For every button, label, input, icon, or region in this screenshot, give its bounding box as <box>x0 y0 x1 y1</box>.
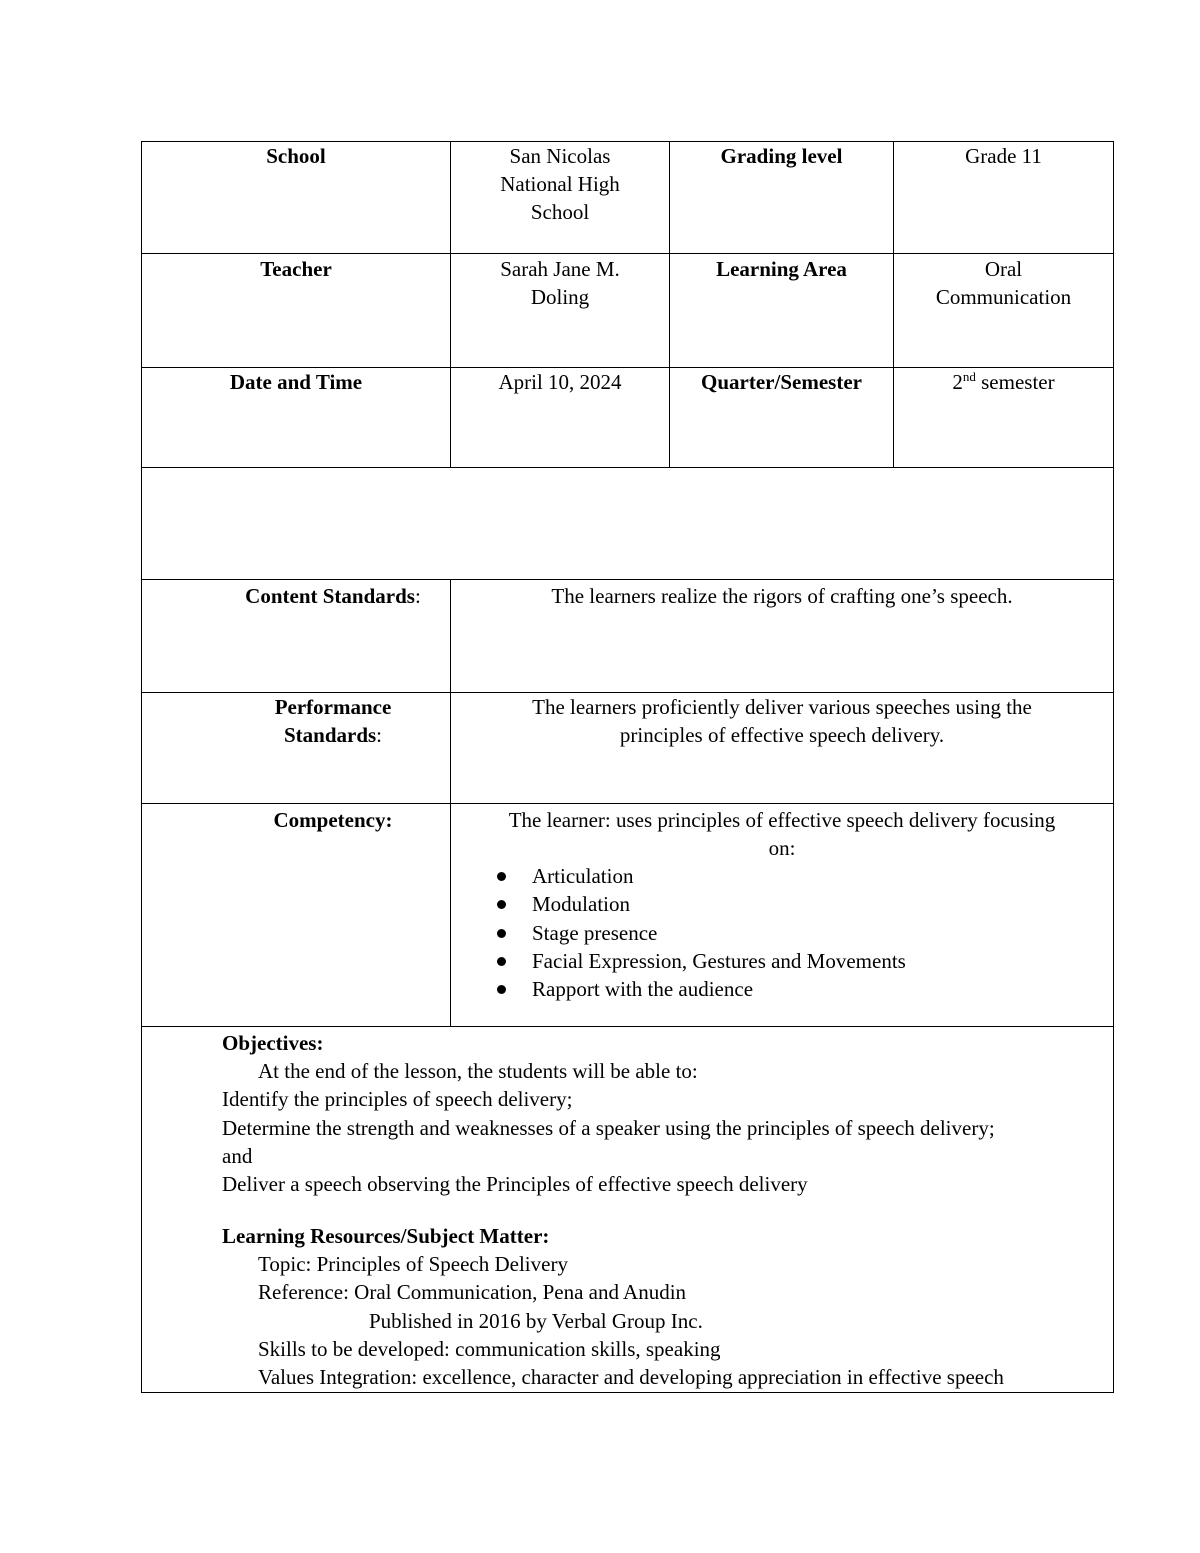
content-standards-label <box>228 582 438 610</box>
resources-section <box>222 1222 1004 1391</box>
resources-values: Values Integration: excellence, character and developing appreciation in effective speech <box>258 1364 1004 1389</box>
objectives-heading: Objectives: <box>222 1031 324 1055</box>
performance-standards-label-line <box>228 721 438 749</box>
objective-item: Deliver a speech observing the Principles of effective speech delivery <box>222 1171 808 1196</box>
learning-area-label: Learning Area <box>716 257 847 281</box>
competency-list <box>494 862 1094 1003</box>
performance-standards-label-line: Performance <box>274 695 392 719</box>
competency-label: Competency: <box>273 808 393 832</box>
performance-standards-colon: : <box>376 723 383 747</box>
objectives-intro: At the end of the lesson, the students will be able to: <box>258 1059 698 1084</box>
competency-item: Stage presence <box>494 919 1094 947</box>
grading-level-value: Grade 11 <box>965 144 1042 168</box>
resources-reference: Reference: Oral Communication, Pena and Anudin <box>258 1280 687 1305</box>
semester-number: 2 <box>952 370 963 394</box>
school-value-line: San Nicolas <box>509 144 611 168</box>
objective-item: and <box>222 1143 253 1168</box>
row-divider <box>141 467 1114 468</box>
performance-standards-value-line: principles of effective speech delivery. <box>619 723 945 747</box>
learning-area-value-line: Communication <box>935 285 1072 309</box>
semester-ordinal-suffix: nd <box>962 369 976 384</box>
competency-intro <box>450 806 1114 862</box>
content-standards-value: The learners realize the rigors of crafting one’s speech. <box>551 584 1013 608</box>
performance-standards-label-text: Standards <box>283 723 377 747</box>
grading-level-label: Grading level <box>720 144 843 168</box>
content-standards-label-text: Content Standards <box>245 584 415 608</box>
row-divider <box>141 803 1114 804</box>
learning-area-value-line: Oral <box>984 257 1023 281</box>
school-value-line: National High <box>500 172 620 196</box>
objectives-section <box>222 1029 995 1198</box>
date-time-value: April 10, 2024 <box>498 370 622 394</box>
resources-topic: Topic: Principles of Speech Delivery <box>258 1252 568 1277</box>
quarter-semester-label: Quarter/Semester <box>701 370 862 394</box>
performance-standards-value <box>450 693 1114 749</box>
competency-item: Articulation <box>494 862 1094 890</box>
objective-item: Determine the strength and weaknesses of a speaker using the principles of speech delivery; <box>222 1115 995 1140</box>
school-value <box>450 142 670 226</box>
competency-item: Facial Expression, Gestures and Movements <box>494 947 1094 975</box>
row-divider <box>141 253 1114 254</box>
performance-standards-value-line: The learners proficiently deliver various speeches using the <box>532 695 1032 719</box>
performance-standards-label <box>228 693 438 749</box>
objective-item: Identify the principles of speech delivery; <box>222 1087 573 1112</box>
column-divider <box>450 579 451 1026</box>
semester-text: semester <box>975 370 1055 394</box>
teacher-value <box>450 255 670 311</box>
row-divider <box>141 579 1114 580</box>
competency-intro-line: on: <box>768 836 796 860</box>
competency-item: Modulation <box>494 890 1094 918</box>
competency-item: Rapport with the audience <box>494 975 1094 1003</box>
resources-published: Published in 2016 by Verbal Group Inc. <box>369 1308 703 1333</box>
teacher-value-line: Sarah Jane M. <box>500 257 620 281</box>
date-time-label: Date and Time <box>229 370 363 394</box>
competency-intro-line: The learner: uses principles of effective speech delivery focusing <box>508 808 1056 832</box>
learning-area-value <box>893 255 1114 311</box>
lesson-plan-table <box>141 141 1114 1393</box>
content-standards-colon: : <box>414 584 421 608</box>
row-divider <box>141 1026 1114 1027</box>
resources-skills: Skills to be developed: communication skills, speaking <box>258 1336 721 1361</box>
school-label: School <box>266 144 326 168</box>
quarter-semester-value <box>893 368 1114 396</box>
teacher-value-line: Doling <box>530 285 590 309</box>
teacher-label: Teacher <box>260 257 332 281</box>
school-value-line: School <box>530 200 590 224</box>
resources-heading: Learning Resources/Subject Matter: <box>222 1224 550 1248</box>
